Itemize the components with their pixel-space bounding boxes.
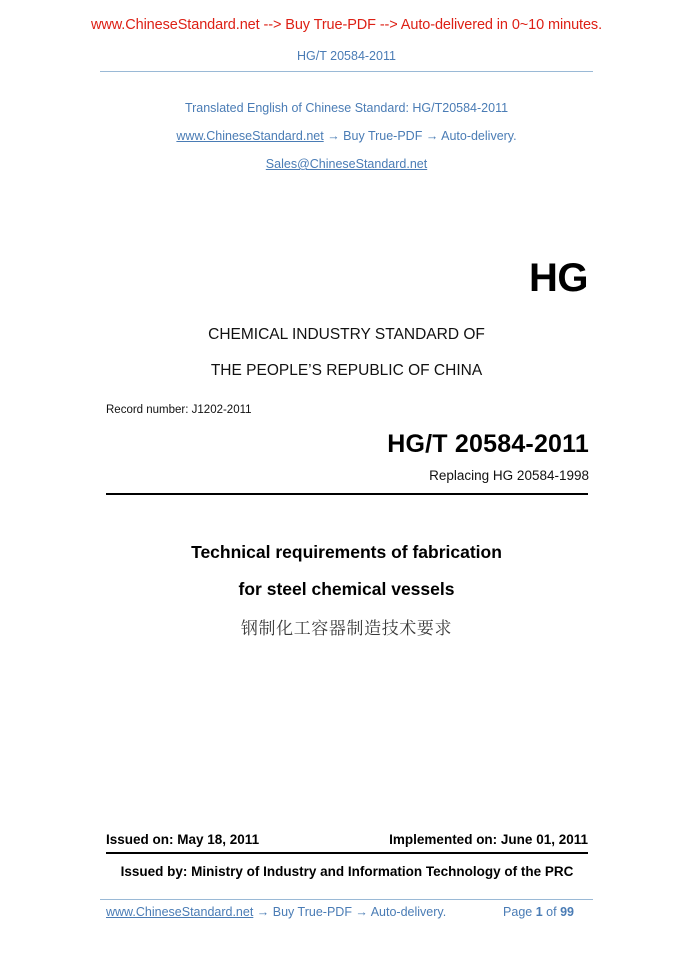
standard-code: HG/T 20584-2011 — [387, 430, 589, 458]
replacing-standard: Replacing HG 20584-1998 — [429, 468, 589, 483]
issued-on-date: Issued on: May 18, 2011 — [106, 832, 260, 847]
document-title-chinese: 钢制化工容器制造技术要求 — [240, 619, 453, 639]
issuance-divider — [106, 852, 588, 854]
standard-series-mark: HG — [529, 256, 588, 300]
implemented-on-date: Implemented on: June 01, 2011 — [389, 832, 588, 847]
page-of-label: of — [546, 905, 557, 919]
header-divider — [100, 71, 593, 72]
footer-tagline: → Buy True-PDF → Auto-delivery. — [256, 905, 447, 919]
page-total: 99 — [560, 905, 574, 919]
page-number-indicator — [503, 905, 588, 919]
promo-banner: www.ChineseStandard.net --> Buy True-PDF --> Auto-delivered in 0~10 minutes. — [90, 17, 603, 33]
footer-divider — [100, 899, 593, 900]
translated-delivery-line — [0, 129, 693, 143]
issuing-authority: Issued by: Ministry of Industry and Information Technology of the PRC — [120, 864, 574, 879]
footer-chinesestandard-link[interactable]: www.ChineseStandard.net — [106, 905, 254, 919]
sales-email-line — [0, 157, 693, 171]
record-number: Record number: J1202-2011 — [106, 404, 252, 416]
standard-scope-line-2: THE PEOPLE’S REPUBLIC OF CHINA — [210, 362, 483, 379]
title-top-divider — [106, 493, 588, 495]
chinesestandard-link[interactable]: www.ChineseStandard.net — [176, 129, 324, 143]
sales-email-link[interactable]: Sales@ChineseStandard.net — [265, 157, 428, 171]
issuance-dates-row — [106, 832, 588, 847]
page-footer — [106, 905, 588, 919]
document-title-line-1: Technical requirements of fabrication — [191, 542, 502, 562]
document-title-line-2: for steel chemical vessels — [238, 579, 455, 599]
standard-scope-line-1: CHEMICAL INDUSTRY STANDARD OF — [208, 326, 485, 343]
page-current: 1 — [535, 905, 543, 919]
footer-left-group — [106, 905, 446, 919]
page-header-standard-code: HG/T 20584-2011 — [297, 49, 396, 63]
delivery-tagline: → Buy True-PDF → Auto-delivery. — [327, 129, 517, 143]
page-label: Page — [503, 905, 533, 919]
translated-standard-line: Translated English of Chinese Standard: HG/T20584-2011 — [184, 101, 509, 115]
